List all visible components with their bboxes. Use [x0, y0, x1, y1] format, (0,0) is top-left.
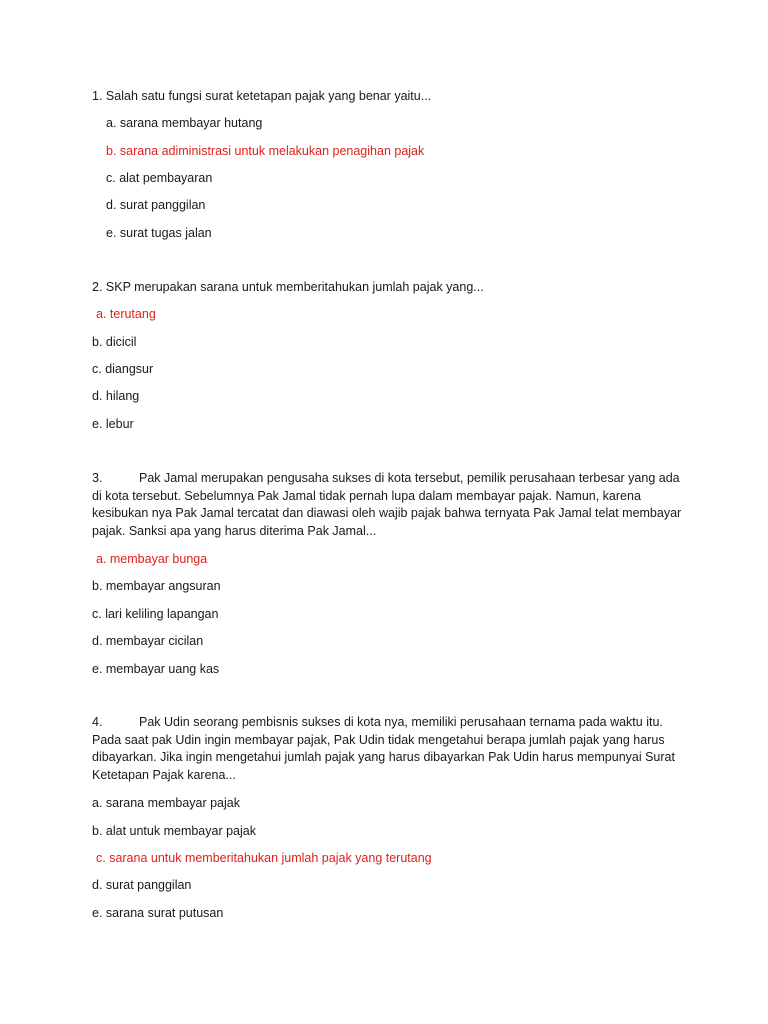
option-q2-a-answer: a. terutang [96, 307, 156, 321]
question-number: 1. [92, 89, 103, 103]
question-number: 3. [92, 471, 103, 485]
question-1-text [92, 88, 431, 105]
question-stem: Pak Jamal merupakan pengusaha sukses di kota tersebut, pemilik perusahaan terbesar yang ada di kota tersebut. Sebelumnya Pak Jamal tidak pernah lupa dalam membayar pajak. Namun, karena kesibukan nya Pak Jamal tercatat dan diawasi oleh wajib pajak bahwa ternyata Pak Jamal telat membayar pajak. Sanksi apa yang harus diterima Pak Jamal... [92, 471, 682, 538]
option-q1-a: a. sarana membayar hutang [106, 116, 263, 130]
question-4-text [92, 714, 682, 784]
option-q3-e: e. membayar uang kas [92, 662, 220, 676]
option-q2-d: d. hilang [92, 389, 140, 403]
option-q4-b: b. alat untuk membayar pajak [92, 824, 256, 838]
question-2-text [92, 279, 484, 296]
option-q1-c: c. alat pembayaran [106, 171, 213, 185]
question-number: 2. [92, 280, 103, 294]
question-stem: SKP merupakan sarana untuk memberitahukan jumlah pajak yang... [105, 280, 484, 294]
option-q3-c: c. lari keliling lapangan [92, 607, 219, 621]
option-q4-a: a. sarana membayar pajak [92, 796, 240, 810]
option-q1-b-answer: b. sarana adiministrasi untuk melakukan penagihan pajak [106, 144, 425, 158]
question-3-text [92, 470, 682, 540]
option-q3-a-answer: a. membayar bunga [96, 552, 208, 566]
option-q2-c: c. diangsur [92, 362, 154, 376]
option-q3-d: d. membayar cicilan [92, 634, 204, 648]
question-number: 4. [92, 715, 103, 729]
option-q2-e: e. lebur [92, 417, 134, 431]
option-q4-e: e. sarana surat putusan [92, 906, 224, 920]
option-q1-d: d. surat panggilan [106, 198, 206, 212]
question-stem: Salah satu fungsi surat ketetapan pajak yang benar yaitu... [105, 89, 432, 103]
option-q3-b: b. membayar angsuran [92, 579, 221, 593]
option-q2-b: b. dicicil [92, 335, 137, 349]
option-q1-e: e. surat tugas jalan [106, 226, 212, 240]
option-q4-d: d. surat panggilan [92, 878, 192, 892]
option-q4-c-answer: c. sarana untuk memberitahukan jumlah pajak yang terutang [96, 851, 432, 865]
question-stem: Pak Udin seorang pembisnis sukses di kota nya, memiliki perusahaan ternama pada waktu itu. Pada saat pak Udin ingin membayar pajak, Pak Udin tidak mengetahui berapa jumlah pajak yang harus dibayarkan. Jika ingin mengetahui jumlah pajak yang harus dibayarkan Pak Udin harus mempunyai Surat Ketetapan Pajak karena... [92, 715, 675, 782]
